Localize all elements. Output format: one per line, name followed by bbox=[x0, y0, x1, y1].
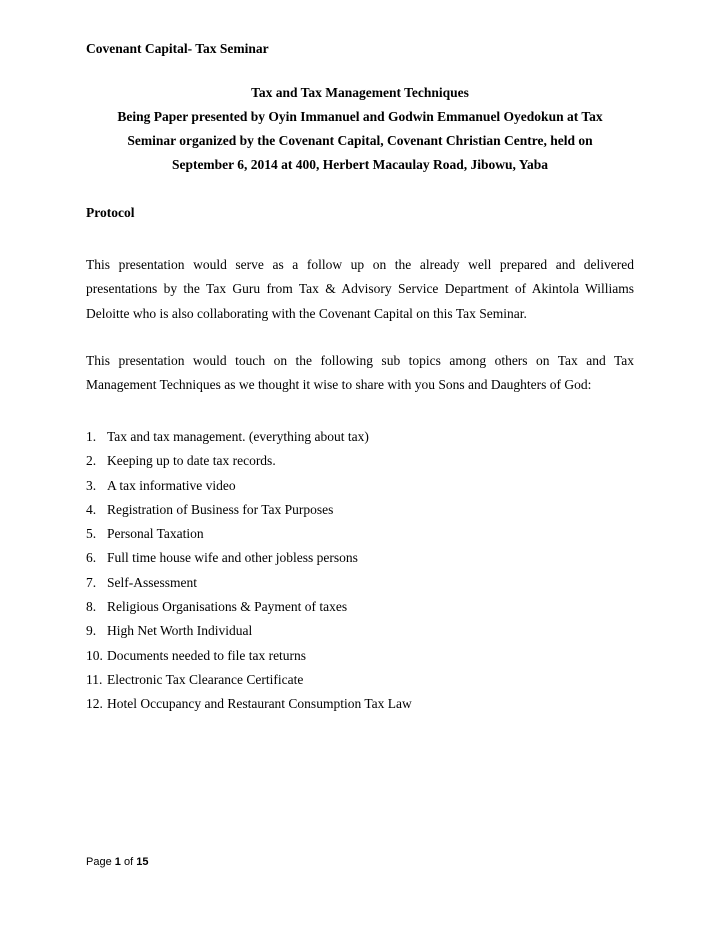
list-number: 3. bbox=[86, 477, 97, 493]
list-item-text: Religious Organisations & Payment of taxes bbox=[107, 599, 348, 615]
paragraph-line: presentations by the Tax Guru from Tax & Advisory Service Department of Akintola Williams bbox=[86, 281, 634, 297]
list-number: 12. bbox=[86, 696, 103, 712]
footer-page-total: 15 bbox=[136, 856, 149, 868]
title-line: September 6, 2014 at 400, Herbert Macaulay Road, Jibowu, Yaba bbox=[171, 157, 549, 172]
list-item bbox=[86, 571, 412, 595]
list-item bbox=[86, 449, 412, 473]
paragraph-subtopics bbox=[86, 349, 634, 398]
list-number: 9. bbox=[86, 623, 97, 639]
paragraph-intro bbox=[86, 253, 634, 326]
paragraph-line: This presentation would touch on the following sub topics among others on Tax and Tax bbox=[86, 353, 634, 368]
list-number: 4. bbox=[86, 501, 97, 517]
footer-page-current: 1 bbox=[114, 856, 121, 868]
list-item-text: A tax informative video bbox=[107, 477, 236, 493]
title-line: Seminar organized by the Covenant Capital, Covenant Christian Centre, held on bbox=[127, 133, 593, 148]
footer-of-word: of bbox=[123, 856, 134, 868]
paragraph-line: Management Techniques as we thought it wise to share with you Sons and Daughters of God: bbox=[86, 377, 592, 393]
list-number: 11. bbox=[86, 671, 103, 687]
list-item bbox=[86, 644, 412, 668]
list-number: 7. bbox=[86, 574, 97, 590]
list-item bbox=[86, 595, 412, 619]
list-item bbox=[86, 668, 412, 692]
list-item-text: Electronic Tax Clearance Certificate bbox=[107, 671, 304, 687]
list-item-text: Personal Taxation bbox=[107, 526, 204, 542]
list-number: 5. bbox=[86, 526, 97, 542]
list-number: 8. bbox=[86, 599, 97, 615]
list-item bbox=[86, 425, 412, 449]
list-number: 6. bbox=[86, 550, 97, 566]
document-title-block bbox=[86, 81, 634, 177]
list-item-text: Full time house wife and other jobless persons bbox=[107, 550, 358, 566]
list-item-text: High Net Worth Individual bbox=[107, 623, 253, 639]
paragraph-line: Deloitte who is also collaborating with the Covenant Capital on this Tax Seminar. bbox=[86, 305, 527, 321]
document-title: Tax and Tax Management Techniques bbox=[251, 85, 469, 100]
paragraph-line: This presentation would serve as a follow up on the already well prepared and delivered bbox=[86, 257, 634, 272]
list-item bbox=[86, 692, 412, 716]
page-header: Covenant Capital- Tax Seminar bbox=[86, 41, 269, 56]
list-item bbox=[86, 619, 412, 643]
list-number: 2. bbox=[86, 453, 97, 469]
list-item-text: Registration of Business for Tax Purposes bbox=[107, 501, 334, 517]
list-number: 1. bbox=[86, 429, 97, 444]
list-number: 10. bbox=[86, 647, 103, 663]
topics-list bbox=[86, 425, 412, 717]
section-heading-protocol: Protocol bbox=[86, 205, 135, 220]
list-item-text: Tax and tax management. (everything about tax) bbox=[107, 429, 369, 444]
list-item-text: Hotel Occupancy and Restaurant Consumption Tax Law bbox=[107, 696, 412, 712]
list-item bbox=[86, 522, 412, 546]
list-item-text: Documents needed to file tax returns bbox=[107, 647, 307, 663]
list-item-text: Keeping up to date tax records. bbox=[107, 453, 276, 469]
list-item bbox=[86, 474, 412, 498]
list-item-text: Self-Assessment bbox=[107, 574, 197, 590]
list-item bbox=[86, 546, 412, 570]
title-line: Being Paper presented by Oyin Immanuel and Godwin Emmanuel Oyedokun at Tax bbox=[117, 109, 603, 124]
footer-page-word: Page bbox=[86, 856, 112, 868]
page-footer bbox=[86, 856, 148, 868]
list-item bbox=[86, 498, 412, 522]
